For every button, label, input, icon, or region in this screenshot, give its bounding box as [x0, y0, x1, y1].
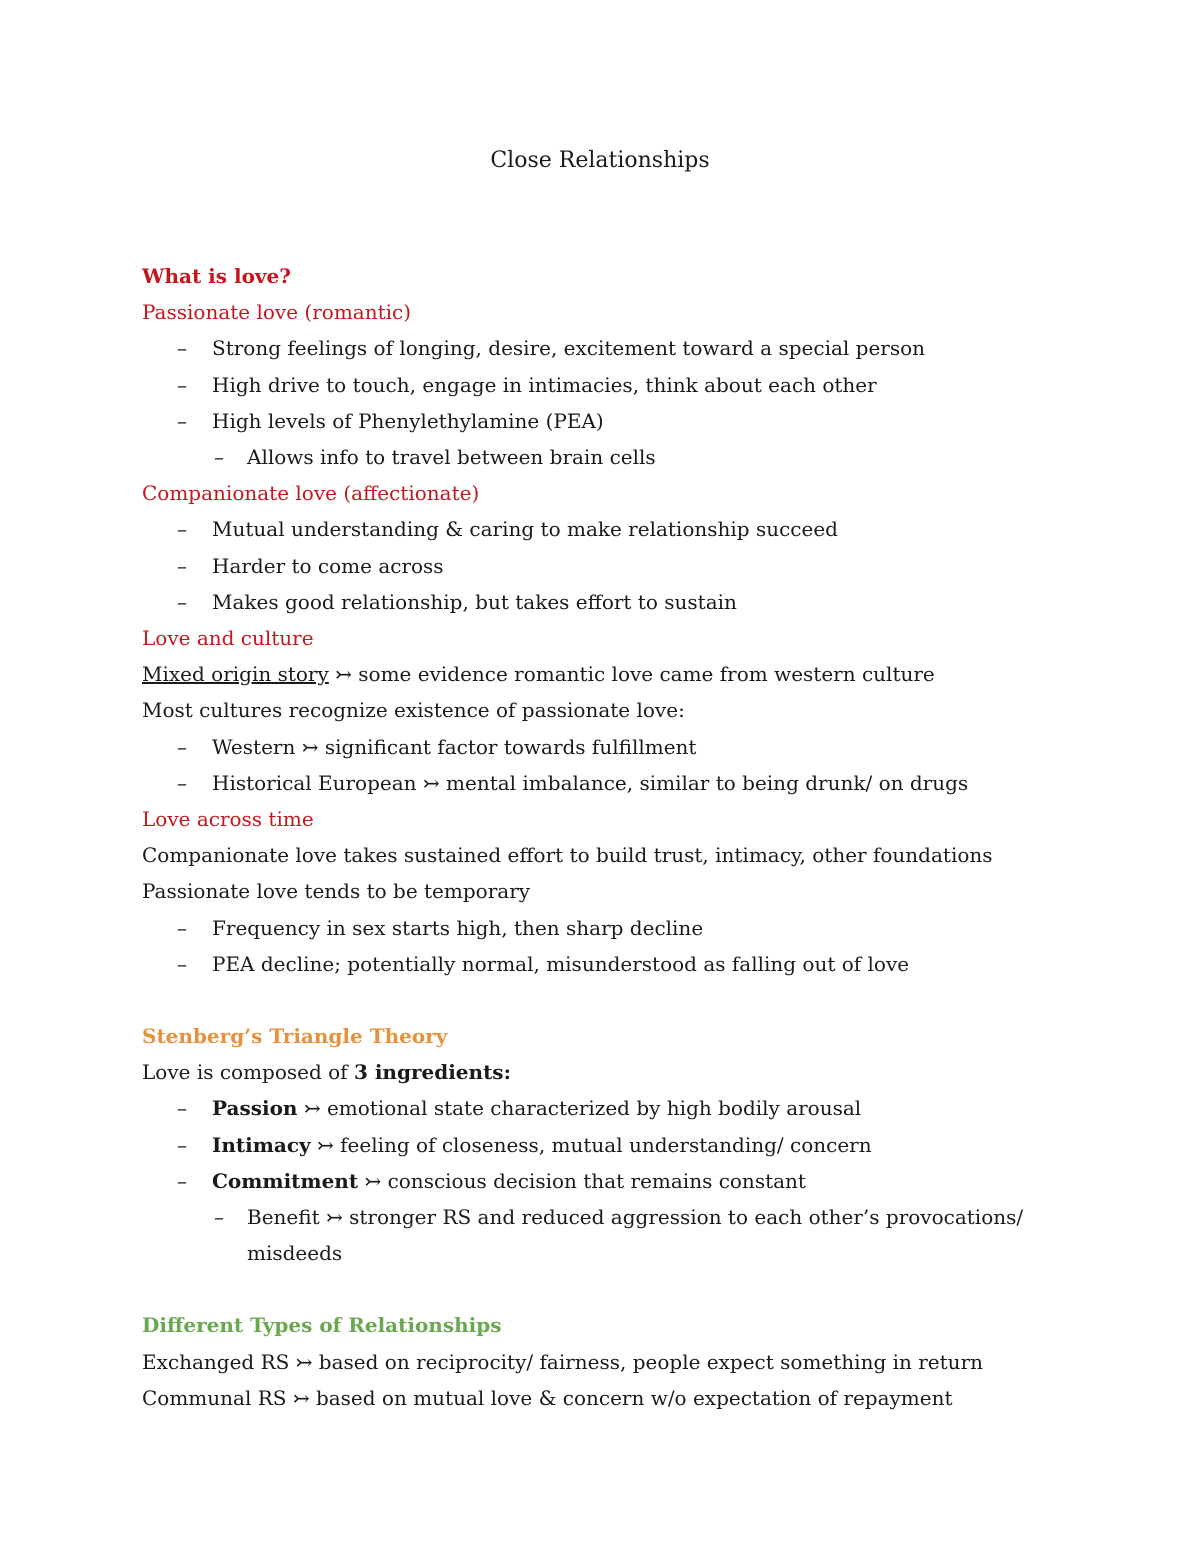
dash-bullet: – [214, 445, 224, 470]
paragraph-line: Companionate love takes sustained effort to build trust, intimacy, other foundations [142, 843, 993, 868]
term: Intimacy [212, 1132, 311, 1157]
sub-list-item: – Allows info to travel between brain cells [142, 439, 1062, 475]
term: Passion [212, 1096, 298, 1121]
list-item: – Historical European ↣ mental imbalance, similar to being drunk/ on drugs [142, 765, 1062, 801]
term: Commitment [212, 1168, 359, 1193]
list-item: – PEA decline; potentially normal, misunderstood as falling out of love [142, 946, 1062, 982]
dash-bullet: – [177, 408, 187, 433]
subheading-love-and-culture: Love and culture [142, 626, 314, 651]
paragraph-line: Passionate love tends to be temporary [142, 879, 531, 904]
sub-list-item: – Benefit ↣ stronger RS and reduced aggression to each other’s provocations/ [142, 1199, 1062, 1235]
section-heading-triangle-theory: Stenberg’s Triangle Theory [142, 1024, 448, 1049]
dash-bullet: – [177, 915, 187, 940]
list-item: – High levels of Phenylethylamine (PEA) [142, 403, 1062, 439]
dash-bullet: – [177, 951, 187, 976]
paragraph-line: Mixed origin story ↣ some evidence romantic love came from western culture [142, 662, 935, 687]
list-item: – Passion ↣ emotional state characterized by high bodily arousal [142, 1090, 1062, 1126]
list-item: – Frequency in sex starts high, then sharp decline [142, 910, 1062, 946]
section-heading-what-is-love: What is love? [142, 264, 291, 288]
list-item: – Makes good relationship, but takes effort to sustain [142, 584, 1062, 620]
sub-list-item-continuation: misdeeds [247, 1241, 343, 1266]
subheading-passionate-love: Passionate love (romantic) [142, 300, 412, 325]
section-heading-types-of-relationships: Different Types of Relationships [142, 1313, 502, 1338]
dash-bullet: – [214, 1205, 224, 1230]
document-body [142, 258, 1062, 1416]
section-spacer [142, 1271, 1062, 1307]
dash-bullet: – [177, 372, 187, 397]
list-item: – Commitment ↣ conscious decision that remains constant [142, 1163, 1062, 1199]
list-item: – High drive to touch, engage in intimacies, think about each other [142, 367, 1062, 403]
document-title: Close Relationships [490, 148, 710, 173]
list-item: – Western ↣ significant factor towards fulfillment [142, 729, 1062, 765]
paragraph-line: Communal RS ↣ based on mutual love & concern w/o expectation of repayment [142, 1385, 953, 1410]
dash-bullet: – [177, 1168, 187, 1193]
dash-bullet: – [177, 1132, 187, 1157]
section-spacer [142, 982, 1062, 1018]
dash-bullet: – [177, 1096, 187, 1121]
list-item: – Mutual understanding & caring to make relationship succeed [142, 511, 1062, 547]
paragraph-line: Most cultures recognize existence of passionate love: [142, 698, 685, 723]
dash-bullet: – [177, 734, 187, 759]
list-item: – Strong feelings of longing, desire, excitement toward a special person [142, 330, 1062, 366]
dash-bullet: – [177, 336, 187, 361]
dash-bullet: – [177, 770, 187, 795]
list-item: – Intimacy ↣ feeling of closeness, mutual understanding/ concern [142, 1127, 1062, 1163]
underlined-term: Mixed origin story [142, 662, 329, 687]
subheading-companionate-love: Companionate love (affectionate) [142, 481, 480, 506]
dash-bullet: – [177, 553, 187, 578]
dash-bullet: – [177, 589, 187, 614]
dash-bullet: – [177, 517, 187, 542]
paragraph-line: Love is composed of 3 ingredients: [142, 1060, 511, 1085]
list-item: – Harder to come across [142, 548, 1062, 584]
subheading-love-across-time: Love across time [142, 807, 314, 832]
paragraph-line: Exchanged RS ↣ based on reciprocity/ fairness, people expect something in return [142, 1349, 984, 1374]
